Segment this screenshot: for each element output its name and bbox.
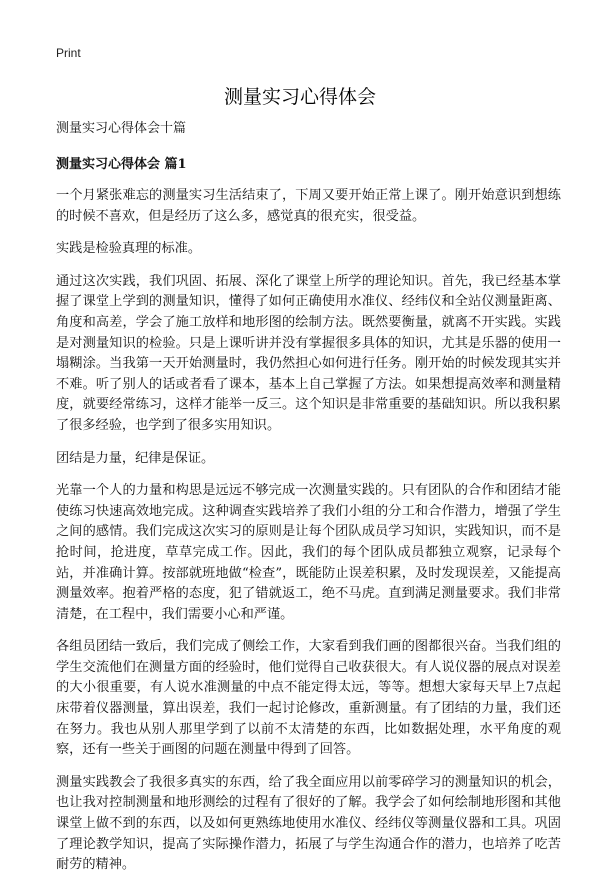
- paragraph: 各组员团结一致后，我们完成了侧绘工作，大家看到我们画的图都很兴奋。当我们组的学生交流他们在测量方面的经验时，他们觉得自己收获很大。有人说仪器的展点对误差的大小很重要，有人说水准测量的中点不能定得太远，等等。想想大家每天早上7点起床带着仪器测量，算出误差，我们一起讨论修改，重新测量。有了团结的力量，我们还在努力。我也从别人那里学到了以前不太清楚的东西，比如数据处理，水平角度的观察，还有一些关于画图的问题在测量中得到了回答。: [56, 639, 561, 758]
- paragraph: 光靠一个人的力量和构思是远远不够完成一次测量实践的。只有团队的合作和团结才能使练习快速高效地完成。这种调查实践培养了我们小组的分工和合作潜力，增强了学生之间的感情。我们完成这次实习的原则是让每个团队成员学习知识，实践知识，而不是抢时间，抢进度，草草完成工作。因此，我们的每个团队成员都独立观察，记录每个站，并准确计算。按部就班地做“检查”，既能防止误差积累，及时发现误差，又能提高测量效率。抱着严格的态度，犯了错就返工，绝不马虎。直到满足测量要求。我们非常清楚，在工程中，我们需要小心和严谨。: [56, 483, 561, 622]
- paragraph: 测量实践教会了我很多真实的东西，给了我全面应用以前零碎学习的测量知识的机会，也让我对控制测量和地形测绘的过程有了很好的了解。我学会了如何绘制地形图和其他课堂上做不到的东西，以及如何更熟练地使用水准仪、经纬仪等测量仪器和工具。巩固了理论教学知识，提高了实际操作潜力，拓展了与学生沟通合作的潜力，也培养了吃苦耐劳的精神。: [56, 774, 561, 873]
- paragraph: 一个月紧张难忘的测量实习生活结束了，下周又要开始正常上课了。刚开始意识到想练的时候不喜欢，但是经历了这么多，感觉真的很充实，很受益。: [56, 188, 561, 224]
- print-link[interactable]: Print: [56, 46, 81, 60]
- article-subtitle: 测量实习心得体会十篇: [56, 121, 187, 136]
- paragraph: 实践是检验真理的标准。: [56, 241, 202, 257]
- paragraph: 通过这次实践，我们巩固、拓展、深化了课堂上所学的理论知识。首先，我已经基本掌握了课堂上学到的测量知识，懂得了如何正确使用水准仪、经纬仪和全站仪测量距离、角度和高差，学会了施工放样和地形图的绘制方法。既然要衡量，就离不开实践。实践是对测量知识的检验。只是上课听讲并没有掌握很多具体的知识，尤其是乐器的使用一塌糊涂。当我第一天开始测量时，我仍然担心如何进行任务。刚开始的时候发现其实并不难。听了别人的话或者看了课本，基本上自己掌握了方法。如果想提高效率和测量精度，就要经常练习，这样才能举一反三。这个知识是非常重要的基础知识。所以我积累了很多经验，也学到了很多实用知识。: [56, 273, 561, 433]
- section-heading: 测量实习心得体会 篇1: [56, 157, 187, 172]
- article-body: [56, 120, 561, 888]
- page-title: 测量实习心得体会: [223, 86, 376, 108]
- paragraph: 团结是力量，纪律是保证。: [56, 450, 215, 466]
